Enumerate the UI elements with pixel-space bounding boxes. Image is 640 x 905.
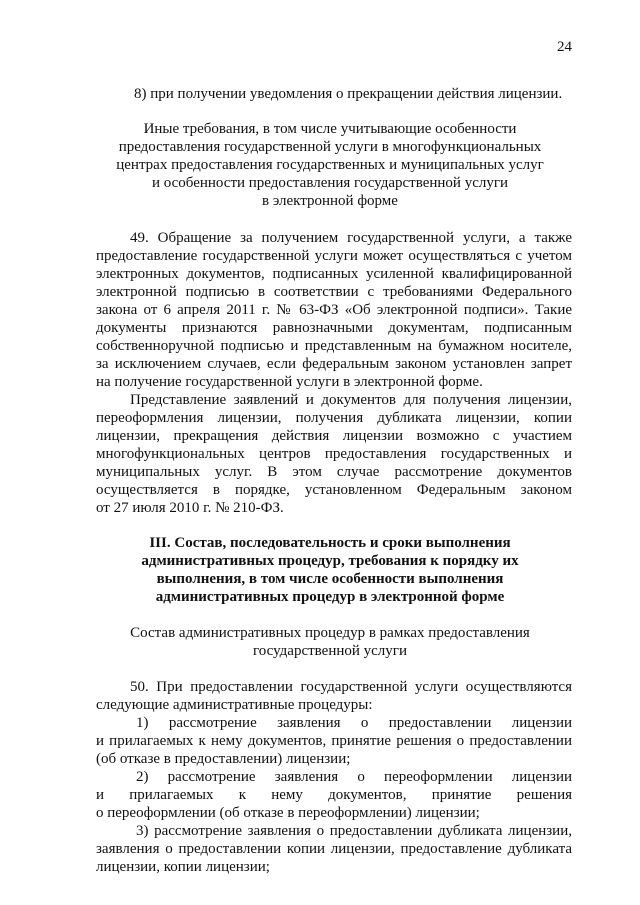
- procedure-3-line: лицензии, копии лицензии;: [96, 859, 270, 875]
- paragraph-49-line: закона от 6 апреля 2011 г. № 63-ФЗ «Об электронной подписи». Такие: [96, 302, 572, 318]
- procedure-1-line: 1) рассмотрение заявления о предоставлении лицензии: [136, 715, 572, 731]
- paragraph-49-line: электронной подписью в соответствии с требованиями Федерального: [96, 284, 572, 300]
- paragraph-49-line: документы признаются равнозначными документам, подписанным: [96, 320, 572, 336]
- section-3-title-line: административных процедур в электронной форме: [155, 589, 505, 605]
- paragraph-50-line: 50. При предоставлении государственной услуги осуществляются: [130, 679, 572, 695]
- heading-line: и особенности предоставления государственной услуги: [151, 175, 509, 191]
- paragraph-49-line: предоставление государственной услуги может осуществляться с учетом: [96, 248, 572, 264]
- paragraph-50-line: следующие административные процедуры:: [96, 697, 373, 713]
- paragraph-submission-line: лицензии, прекращения действия лицензии возможно с участием: [96, 428, 572, 444]
- paragraph-49-line: за исключением случаев, если федеральным законом установлен запрет: [96, 356, 572, 372]
- paragraph-49-line: собственноручной подписью и представленным на бумажном носителе,: [96, 338, 572, 354]
- procedure-3-line: 3) рассмотрение заявления о предоставлении дубликата лицензии,: [136, 823, 572, 839]
- paragraph-submission-line: многофункциональных центров предоставления государственных и: [96, 446, 572, 462]
- paragraph-submission-line: осуществляется в порядке, установленном Федеральным законом: [96, 482, 572, 498]
- paragraph-49-line: 49. Обращение за получением государственной услуги, а также: [130, 230, 572, 246]
- page-number: 24: [557, 39, 572, 55]
- paragraph-submission-line: муниципальных услуг. В этом случае рассмотрение документов: [96, 464, 572, 480]
- section-3-title-line: выполнения, в том числе особенности выполнения: [156, 571, 504, 587]
- item-8: 8) при получении уведомления о прекращении действия лицензии.: [134, 86, 563, 102]
- paragraph-49-line: на получение государственной услуги в электронной форме.: [96, 374, 483, 390]
- paragraph-submission-line: Представление заявлений и документов для получения лицензии,: [130, 392, 572, 408]
- heading-line: в электронной форме: [262, 193, 398, 209]
- section-3-title-line: административных процедур, требования к порядку их: [141, 553, 519, 569]
- heading-line: Иные требования, в том числе учитывающие особенности: [143, 121, 517, 137]
- heading-line: центрах предоставления государственных и муниципальных услуг: [116, 157, 544, 173]
- paragraph-submission-line: от 27 июля 2010 г. № 210-ФЗ.: [96, 500, 284, 516]
- section-3-title-line: III. Состав, последовательность и сроки выполнения: [149, 535, 511, 551]
- heading-line: предоставления государственной услуги в многофункциональных: [118, 139, 542, 155]
- subheading-line: Состав административных процедур в рамках предоставления: [130, 625, 530, 641]
- procedure-1-line: и прилагаемых к нему документов, принятие решения о предоставлении: [96, 733, 572, 749]
- procedure-2-line: и прилагаемых к нему документов, принятие решения: [96, 787, 572, 803]
- paragraph-submission-line: переоформления лицензии, получения дубликата лицензии, копии: [96, 410, 572, 426]
- procedure-2-line: 2) рассмотрение заявления о переоформлении лицензии: [136, 769, 572, 785]
- procedure-1-line: (об отказе в предоставлении) лицензии;: [96, 751, 351, 767]
- subheading-line: государственной услуги: [253, 643, 407, 659]
- paragraph-49-line: электронных документов, подписанных усиленной квалифицированной: [96, 266, 572, 282]
- procedure-2-line: о переоформлении (об отказе в переоформлении) лицензии;: [96, 805, 480, 821]
- procedure-3-line: заявления о предоставлении копии лицензии, предоставление дубликата: [96, 841, 572, 857]
